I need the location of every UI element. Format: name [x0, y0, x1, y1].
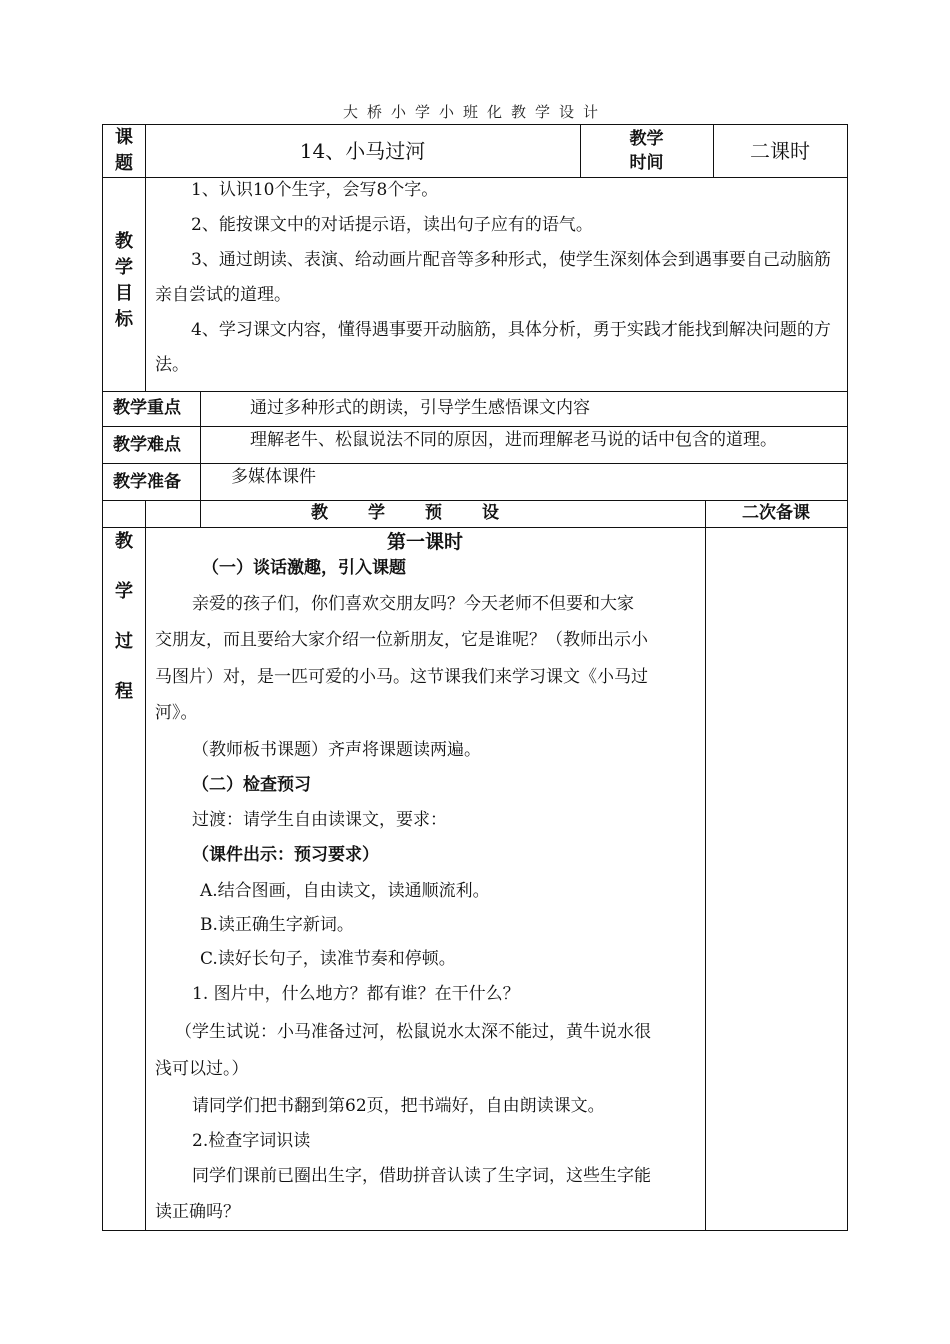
time-label: 教学 时间: [629, 129, 664, 173]
page-header: 大桥小学小班化教学设计: [342, 103, 607, 121]
process-line: 交朋友，而且要给大家介绍一位新朋友，它是谁呢？（教师出示小: [155, 630, 648, 650]
process-line: C.读好长句子，读准节奏和停顿。: [200, 949, 456, 969]
key-point-text: 通过多种形式的朗读，引导学生感悟课文内容: [250, 398, 590, 418]
process-heading: （课件出示：预习要求）: [192, 845, 379, 865]
difficulty-text: 理解老牛、松鼠说法不同的原因，进而理解老马说的话中包含的道理。: [250, 430, 777, 450]
process-body: [155, 125, 700, 1225]
lesson-topic: 14、小马过河: [299, 139, 426, 163]
difficulty-label: 教学难点: [113, 435, 181, 455]
process-line: 马图片）对，是一匹可爱的小马。这节课我们来学习课文《小马过: [155, 667, 648, 687]
goal-item: 2、能按课文中的对话提示语，读出句子应有的语气。: [191, 215, 593, 235]
lesson-section-title: 第一课时: [386, 531, 463, 553]
process-heading: （一）谈话激趣，引入课题: [202, 558, 406, 578]
goals-label: 教 学 目 标: [115, 231, 133, 330]
process-line: （教师板书课题）齐声将课题读两遍。: [192, 740, 481, 760]
goal-item: 4、学习课文内容，懂得遇事要开动脑筋，具体分析，勇于实践才能找到解决问题的方法。: [155, 320, 831, 375]
process-line: 1. 图片中，什么地方？都有谁？在干什么？: [192, 984, 520, 1004]
process-line: 河》。: [155, 703, 198, 723]
process-line: 读正确吗？: [155, 1202, 240, 1222]
process-label: 教 学 过 程: [115, 531, 133, 702]
process-line: 亲爱的孩子们，你们喜欢交朋友吗？今天老师不但要和大家: [192, 594, 634, 614]
process-line: B.读正确生字新词。: [200, 915, 354, 935]
process-heading: （二）检查预习: [192, 775, 311, 795]
process-line: 2.检查字词识读: [192, 1131, 311, 1151]
preparation-text: 多媒体课件: [231, 467, 316, 487]
goal-item: 3、通过朗读、表演、给动画片配音等多种形式，使学生深刻体会到遇事要自己动脑筋亲自尝试的道理。: [155, 250, 831, 305]
process-line: 浅可以过。）: [155, 1059, 249, 1079]
preparation-label: 教学准备: [113, 472, 181, 492]
process-line: 过渡：请学生自由读课文，要求：: [192, 810, 447, 830]
process-line: 同学们课前已圈出生字，借助拼音认读了生字词，这些生字能: [192, 1166, 651, 1186]
goal-item: 1、认识10个生字，会写8个字。: [191, 180, 439, 200]
lesson-duration: 二课时: [750, 139, 810, 163]
topic-label: 课 题: [115, 127, 133, 174]
process-line: （学生试说：小马准备过河，松鼠说水太深不能过，黄牛说水很: [175, 1022, 651, 1042]
process-header-notes: 二次备课: [742, 503, 810, 523]
process-line: 请同学们把书翻到第62页，把书端好，自由朗读课文。: [192, 1096, 605, 1116]
process-line: A.结合图画，自由读文，读通顺流利。: [200, 881, 490, 901]
lesson-plan-table: [102, 124, 848, 1231]
process-header-title: 教学预设: [311, 503, 539, 523]
key-point-label: 教学重点: [113, 398, 181, 418]
